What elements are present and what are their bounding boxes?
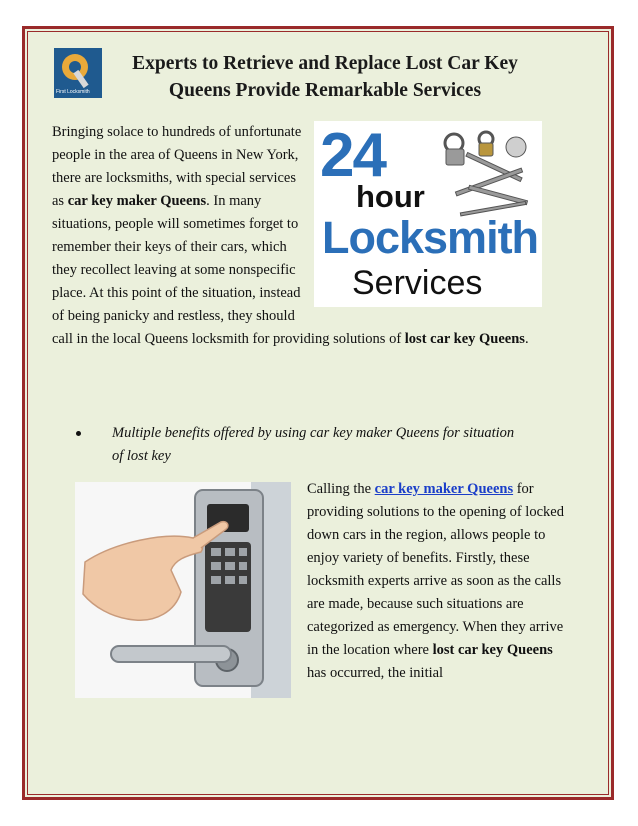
intro-text-2: . In many situations, people will sometimes forget to remember their keys of their cars, which they recollect leaving at some nonspecific place. At this point of the situation, instead of being panicky and restless, they should call in the local Queens locksmith for providing solutions of <box>52 193 405 347</box>
keys-illustration-icon <box>424 125 536 225</box>
sign-number: 24 <box>320 121 385 190</box>
benefits-paragraph <box>307 478 565 685</box>
door-lock-photo <box>75 482 291 698</box>
para2-text-2: for providing solutions to the opening of locked down cars in the region, allows people to enjoy variety of benefits. Firstly, these locksmith experts arrive as soon as the calls are made, because such situations are categorized as emergency. When they arrive in the location where <box>307 481 564 658</box>
para2-text-3: has occurred, the initial <box>307 665 444 681</box>
sign-brand: Locksmith <box>322 212 539 263</box>
keypad-lock-illustration <box>75 482 291 698</box>
para2-text-1: Calling the <box>307 481 375 497</box>
sign-graphic <box>314 121 542 307</box>
bullet-dot-icon <box>76 431 81 436</box>
bullet-item <box>76 422 516 468</box>
document-title: Experts to Retrieve and Replace Lost Car Key Queens Provide Remarkable Services <box>132 53 518 101</box>
intro-text-1: Bringing solace to hundreds of unfortunate people in the area of Queens in New York, there are locksmiths, with special services as <box>52 124 302 209</box>
car-key-maker-link[interactable]: car key maker Queens <box>374 481 514 497</box>
locksmith-logo <box>54 48 102 98</box>
bullet-text: Multiple benefits offered by using car key maker Queens for situation of lost key <box>112 425 515 464</box>
sign-hour: hour <box>356 179 425 214</box>
locksmith-services-image <box>314 121 542 307</box>
sign-services: Services <box>352 264 483 302</box>
intro-text-3: . <box>524 331 529 347</box>
intro-paragraph <box>52 121 542 351</box>
intro-bold-1: car key maker Queens <box>67 193 207 209</box>
para2-bold: lost car key Queens <box>432 642 553 658</box>
logo-text: First Locksmith <box>56 89 90 95</box>
intro-bold-2: lost car key Queens <box>404 331 525 347</box>
